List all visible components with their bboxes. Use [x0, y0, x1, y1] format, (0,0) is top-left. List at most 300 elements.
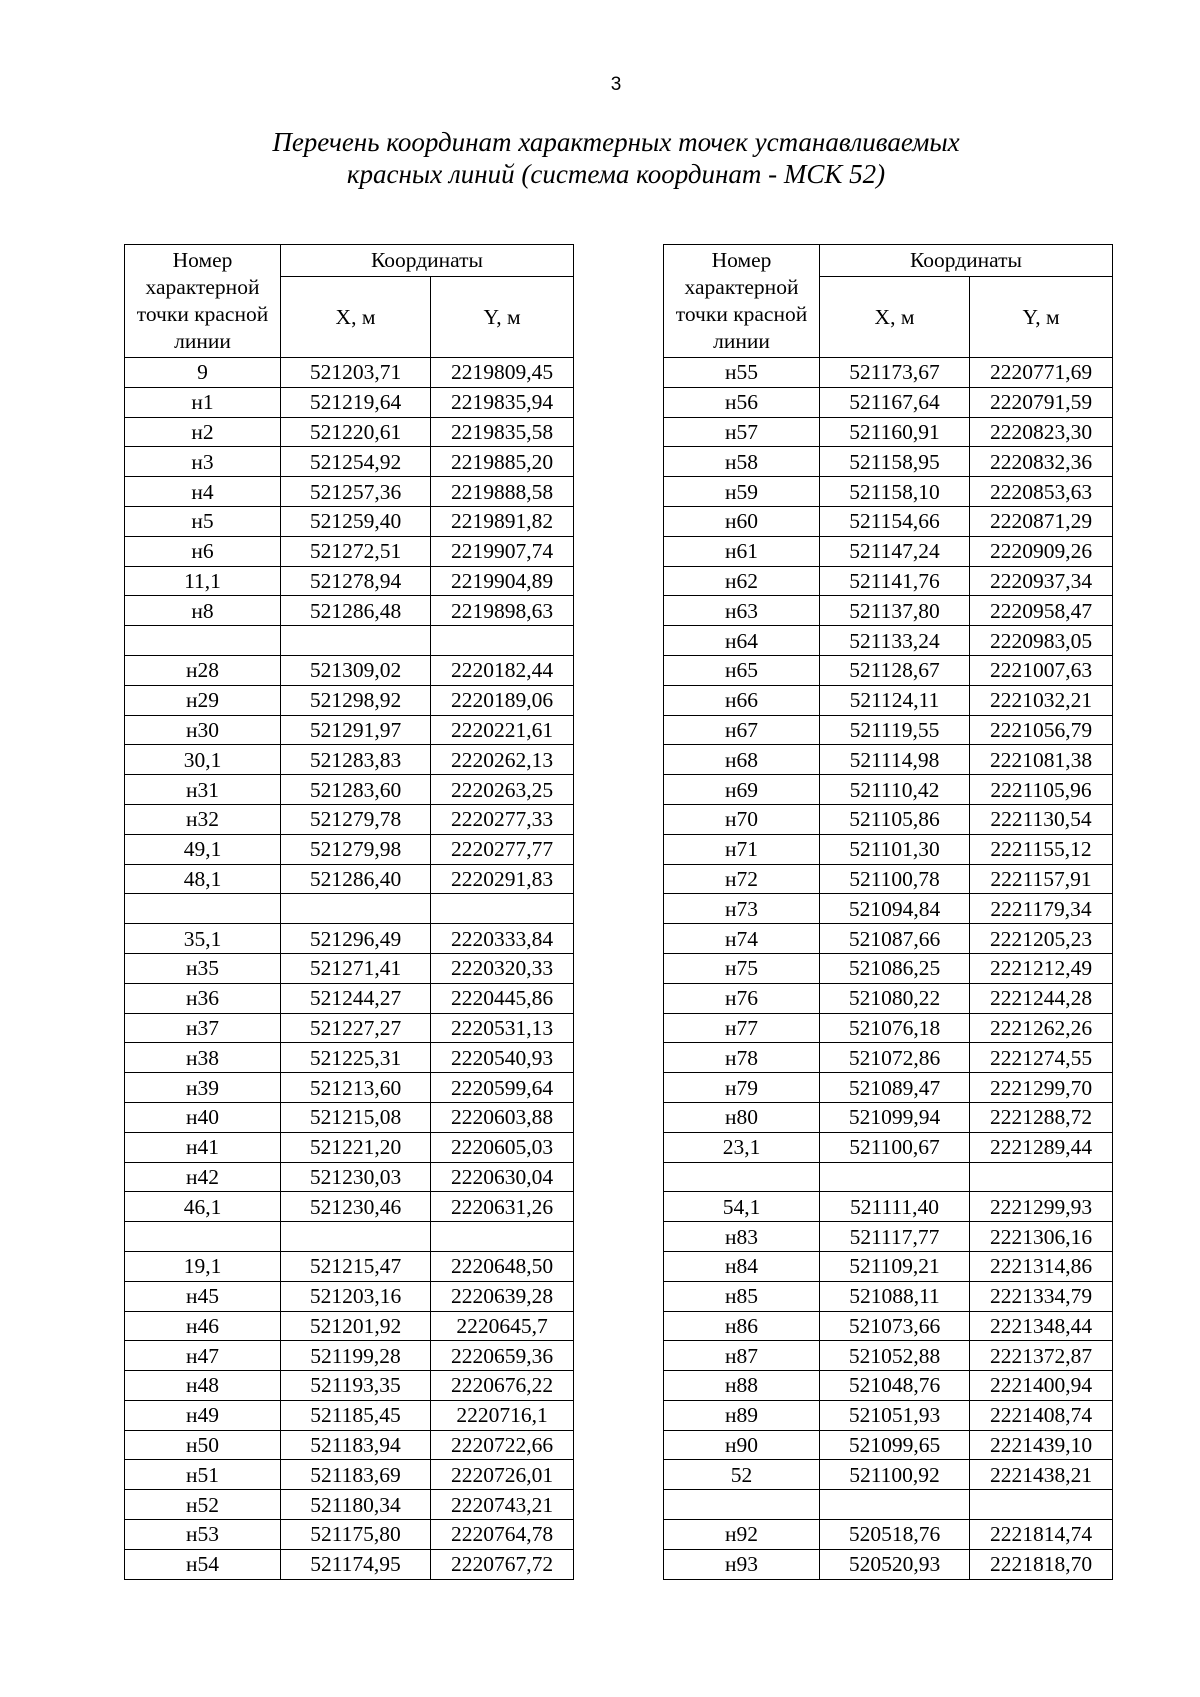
y-coordinate-cell: 2219907,74: [431, 536, 574, 566]
x-coordinate-cell: 521298,92: [281, 685, 431, 715]
point-number-cell: н58: [664, 447, 820, 477]
y-coordinate-cell: 2221299,93: [970, 1192, 1113, 1222]
document-title: [0, 126, 1200, 190]
x-coordinate-cell: 521283,60: [281, 775, 431, 805]
y-coordinate-cell: 2220320,33: [431, 953, 574, 983]
point-number-cell: 49,1: [125, 834, 281, 864]
y-coordinate-cell: 2220771,69: [970, 358, 1113, 388]
x-coordinate-cell: 521225,31: [281, 1043, 431, 1073]
x-coordinate-cell: 521221,20: [281, 1132, 431, 1162]
y-coordinate-cell: 2221334,79: [970, 1281, 1113, 1311]
table-row: [125, 387, 574, 417]
x-coordinate-cell: 521203,71: [281, 358, 431, 388]
table-row: [664, 1281, 1113, 1311]
x-coordinate-cell: 521052,88: [820, 1341, 970, 1371]
table-row: [664, 596, 1113, 626]
point-number-cell: 19,1: [125, 1251, 281, 1281]
point-number-cell: н50: [125, 1430, 281, 1460]
x-coordinate-cell: 521291,97: [281, 715, 431, 745]
x-coordinate-cell: 521048,76: [820, 1371, 970, 1401]
y-coordinate-cell: 2220333,84: [431, 924, 574, 954]
x-coordinate-cell: 521173,67: [820, 358, 970, 388]
point-number-cell: н32: [125, 804, 281, 834]
y-coordinate-cell: 2219835,58: [431, 417, 574, 447]
point-number-cell: н47: [125, 1341, 281, 1371]
point-number-cell: н49: [125, 1400, 281, 1430]
y-coordinate-cell: 2219891,82: [431, 506, 574, 536]
y-coordinate-cell: 2221408,74: [970, 1400, 1113, 1430]
point-number-cell: н88: [664, 1371, 820, 1401]
table-row: [664, 1043, 1113, 1073]
y-coordinate-cell: 2220277,33: [431, 804, 574, 834]
point-number-cell: н80: [664, 1102, 820, 1132]
x-coordinate-cell: [820, 1490, 970, 1520]
x-coordinate-cell: 521114,98: [820, 745, 970, 775]
point-number-cell: н4: [125, 477, 281, 507]
coordinates-table-right: [663, 244, 1113, 1580]
table-row: [125, 417, 574, 447]
y-coordinate-cell: 2221348,44: [970, 1311, 1113, 1341]
x-coordinate-cell: 521100,67: [820, 1132, 970, 1162]
point-number-cell: н70: [664, 804, 820, 834]
x-coordinate-cell: 521259,40: [281, 506, 431, 536]
point-number-cell: н41: [125, 1132, 281, 1162]
point-number-cell: н6: [125, 536, 281, 566]
point-number-cell: н68: [664, 745, 820, 775]
x-coordinate-cell: 521094,84: [820, 894, 970, 924]
point-number-cell: н79: [664, 1073, 820, 1103]
point-number-cell: н61: [664, 536, 820, 566]
point-number-cell: н40: [125, 1102, 281, 1132]
point-number-cell: н31: [125, 775, 281, 805]
y-coordinate-cell: 2219885,20: [431, 447, 574, 477]
y-coordinate-cell: 2220603,88: [431, 1102, 574, 1132]
y-coordinate-cell: 2221205,23: [970, 924, 1113, 954]
x-coordinate-cell: 521283,83: [281, 745, 431, 775]
table-row: [664, 953, 1113, 983]
table-row: [664, 1222, 1113, 1252]
point-number-cell: н86: [664, 1311, 820, 1341]
y-coordinate-cell: 2220605,03: [431, 1132, 574, 1162]
point-number-cell: н77: [664, 1013, 820, 1043]
header-y: Y, м: [431, 277, 574, 358]
table-row: [125, 655, 574, 685]
x-coordinate-cell: 521080,22: [820, 983, 970, 1013]
x-coordinate-cell: 521110,42: [820, 775, 970, 805]
x-coordinate-cell: 521175,80: [281, 1520, 431, 1550]
x-coordinate-cell: 521100,92: [820, 1460, 970, 1490]
table-row: [664, 626, 1113, 656]
y-coordinate-cell: 2220716,1: [431, 1400, 574, 1430]
table-row: [664, 983, 1113, 1013]
table-row: [664, 1490, 1113, 1520]
y-coordinate-cell: 2221007,63: [970, 655, 1113, 685]
point-number-cell: [664, 1162, 820, 1192]
y-coordinate-cell: 2220182,44: [431, 655, 574, 685]
table-row: [664, 1371, 1113, 1401]
point-number-cell: н74: [664, 924, 820, 954]
table-row: [125, 1371, 574, 1401]
y-coordinate-cell: 2221130,54: [970, 804, 1113, 834]
point-number-cell: н76: [664, 983, 820, 1013]
x-coordinate-cell: 521086,25: [820, 953, 970, 983]
y-coordinate-cell: 2221372,87: [970, 1341, 1113, 1371]
header-x: X, м: [820, 277, 970, 358]
point-number-cell: н60: [664, 506, 820, 536]
y-coordinate-cell: 2220540,93: [431, 1043, 574, 1073]
y-coordinate-cell: 2220445,86: [431, 983, 574, 1013]
y-coordinate-cell: 2220645,7: [431, 1311, 574, 1341]
table-row: [125, 1132, 574, 1162]
y-coordinate-cell: 2220262,13: [431, 745, 574, 775]
point-number-cell: н67: [664, 715, 820, 745]
table-row: [664, 1192, 1113, 1222]
y-coordinate-cell: 2221299,70: [970, 1073, 1113, 1103]
y-coordinate-cell: 2221262,26: [970, 1013, 1113, 1043]
x-coordinate-cell: 521089,47: [820, 1073, 970, 1103]
point-number-cell: 9: [125, 358, 281, 388]
x-coordinate-cell: 521309,02: [281, 655, 431, 685]
table-row: [125, 745, 574, 775]
table-row: [664, 775, 1113, 805]
table-row: [125, 924, 574, 954]
y-coordinate-cell: 2220659,36: [431, 1341, 574, 1371]
y-coordinate-cell: 2220853,63: [970, 477, 1113, 507]
table-row: [125, 1341, 574, 1371]
x-coordinate-cell: 521141,76: [820, 566, 970, 596]
y-coordinate-cell: 2221155,12: [970, 834, 1113, 864]
x-coordinate-cell: 521254,92: [281, 447, 431, 477]
x-coordinate-cell: 521296,49: [281, 924, 431, 954]
point-number-cell: н53: [125, 1520, 281, 1550]
x-coordinate-cell: 521201,92: [281, 1311, 431, 1341]
x-coordinate-cell: 521199,28: [281, 1341, 431, 1371]
table-row: [125, 536, 574, 566]
x-coordinate-cell: 521133,24: [820, 626, 970, 656]
x-coordinate-cell: 521158,95: [820, 447, 970, 477]
table-row: [125, 1251, 574, 1281]
point-number-cell: н66: [664, 685, 820, 715]
table-row: [664, 417, 1113, 447]
point-number-cell: н8: [125, 596, 281, 626]
y-coordinate-cell: 2220823,30: [970, 417, 1113, 447]
y-coordinate-cell: 2221274,55: [970, 1043, 1113, 1073]
x-coordinate-cell: 521271,41: [281, 953, 431, 983]
y-coordinate-cell: 2220832,36: [970, 447, 1113, 477]
y-coordinate-cell: [431, 894, 574, 924]
x-coordinate-cell: 521279,78: [281, 804, 431, 834]
point-number-cell: н72: [664, 864, 820, 894]
y-coordinate-cell: [970, 1490, 1113, 1520]
x-coordinate-cell: 521128,67: [820, 655, 970, 685]
point-number-cell: н65: [664, 655, 820, 685]
page-number: 3: [610, 74, 622, 95]
point-number-cell: н73: [664, 894, 820, 924]
point-number-cell: н48: [125, 1371, 281, 1401]
x-coordinate-cell: 521215,47: [281, 1251, 431, 1281]
point-number-cell: [125, 894, 281, 924]
point-number-cell: 48,1: [125, 864, 281, 894]
table-row: [664, 1073, 1113, 1103]
y-coordinate-cell: 2220221,61: [431, 715, 574, 745]
y-coordinate-cell: 2220531,13: [431, 1013, 574, 1043]
y-coordinate-cell: 2220791,59: [970, 387, 1113, 417]
y-coordinate-cell: 2221056,79: [970, 715, 1113, 745]
point-number-cell: н36: [125, 983, 281, 1013]
table-row: [125, 864, 574, 894]
table-row: [125, 358, 574, 388]
table-row: [125, 1043, 574, 1073]
y-coordinate-cell: [431, 626, 574, 656]
y-coordinate-cell: 2220639,28: [431, 1281, 574, 1311]
y-coordinate-cell: 2221157,91: [970, 864, 1113, 894]
x-coordinate-cell: 521230,46: [281, 1192, 431, 1222]
table-row: [664, 745, 1113, 775]
table-row: [125, 506, 574, 536]
y-coordinate-cell: 2221400,94: [970, 1371, 1113, 1401]
y-coordinate-cell: 2220263,25: [431, 775, 574, 805]
table-row: [664, 1460, 1113, 1490]
point-number-cell: н55: [664, 358, 820, 388]
point-number-cell: н75: [664, 953, 820, 983]
x-coordinate-cell: 521119,55: [820, 715, 970, 745]
table-row: [664, 1430, 1113, 1460]
x-coordinate-cell: 521183,69: [281, 1460, 431, 1490]
x-coordinate-cell: 521185,45: [281, 1400, 431, 1430]
table-row: [664, 715, 1113, 745]
table-body: [125, 358, 574, 1580]
table-row: [125, 775, 574, 805]
table-row: [125, 596, 574, 626]
x-coordinate-cell: 521213,60: [281, 1073, 431, 1103]
table-row: [125, 715, 574, 745]
point-number-cell: н54: [125, 1549, 281, 1579]
table-row: [664, 1341, 1113, 1371]
table-row: [664, 536, 1113, 566]
point-number-cell: н45: [125, 1281, 281, 1311]
table-row: [664, 506, 1113, 536]
point-number-cell: 35,1: [125, 924, 281, 954]
y-coordinate-cell: 2221289,44: [970, 1132, 1113, 1162]
point-number-cell: н63: [664, 596, 820, 626]
y-coordinate-cell: 2221814,74: [970, 1520, 1113, 1550]
table-row: [664, 894, 1113, 924]
point-number-cell: [664, 1490, 820, 1520]
table-row: [664, 1013, 1113, 1043]
x-coordinate-cell: 521180,34: [281, 1490, 431, 1520]
x-coordinate-cell: 521076,18: [820, 1013, 970, 1043]
y-coordinate-cell: 2220189,06: [431, 685, 574, 715]
y-coordinate-cell: 2221212,49: [970, 953, 1113, 983]
table-row: [664, 358, 1113, 388]
point-number-cell: н28: [125, 655, 281, 685]
table-row: [125, 1520, 574, 1550]
header-point-number: Номер характерной точки красной линии: [664, 245, 820, 358]
table-row: [664, 566, 1113, 596]
point-number-cell: н3: [125, 447, 281, 477]
table-row: [125, 685, 574, 715]
x-coordinate-cell: 521278,94: [281, 566, 431, 596]
table-row: [664, 834, 1113, 864]
x-coordinate-cell: 521227,27: [281, 1013, 431, 1043]
header-y: Y, м: [970, 277, 1113, 358]
x-coordinate-cell: 521088,11: [820, 1281, 970, 1311]
y-coordinate-cell: [431, 1222, 574, 1252]
table-row: [664, 804, 1113, 834]
point-number-cell: н51: [125, 1460, 281, 1490]
point-number-cell: 54,1: [664, 1192, 820, 1222]
point-number-cell: н78: [664, 1043, 820, 1073]
y-coordinate-cell: 2220767,72: [431, 1549, 574, 1579]
x-coordinate-cell: 521099,94: [820, 1102, 970, 1132]
table-row: [125, 953, 574, 983]
table-row: [664, 447, 1113, 477]
x-coordinate-cell: 521174,95: [281, 1549, 431, 1579]
point-number-cell: н85: [664, 1281, 820, 1311]
x-coordinate-cell: 521257,36: [281, 477, 431, 507]
table-row: [125, 1400, 574, 1430]
y-coordinate-cell: 2220909,26: [970, 536, 1113, 566]
point-number-cell: 52: [664, 1460, 820, 1490]
x-coordinate-cell: 520520,93: [820, 1549, 970, 1579]
table-row: [664, 387, 1113, 417]
table-row: [664, 685, 1113, 715]
y-coordinate-cell: 2221314,86: [970, 1251, 1113, 1281]
y-coordinate-cell: 2220630,04: [431, 1162, 574, 1192]
x-coordinate-cell: 521230,03: [281, 1162, 431, 1192]
y-coordinate-cell: 2220277,77: [431, 834, 574, 864]
point-number-cell: н93: [664, 1549, 820, 1579]
x-coordinate-cell: 521279,98: [281, 834, 431, 864]
x-coordinate-cell: 521183,94: [281, 1430, 431, 1460]
header-coordinates: Координаты: [820, 245, 1113, 277]
x-coordinate-cell: 521160,91: [820, 417, 970, 447]
x-coordinate-cell: 521154,66: [820, 506, 970, 536]
point-number-cell: н2: [125, 417, 281, 447]
x-coordinate-cell: 521286,40: [281, 864, 431, 894]
table-row: [664, 1102, 1113, 1132]
table-row: [664, 655, 1113, 685]
table-row: [125, 983, 574, 1013]
header-coordinates: Координаты: [281, 245, 574, 277]
y-coordinate-cell: 2219888,58: [431, 477, 574, 507]
point-number-cell: н64: [664, 626, 820, 656]
table-row: [664, 1520, 1113, 1550]
table-row: [664, 477, 1113, 507]
x-coordinate-cell: 521137,80: [820, 596, 970, 626]
x-coordinate-cell: 521124,11: [820, 685, 970, 715]
title-line-1: Перечень координат характерных точек устанавливаемых: [272, 127, 960, 157]
y-coordinate-cell: 2221081,38: [970, 745, 1113, 775]
point-number-cell: н35: [125, 953, 281, 983]
table-row: [664, 1549, 1113, 1579]
y-coordinate-cell: 2220937,34: [970, 566, 1113, 596]
table-row: [125, 477, 574, 507]
coordinates-table-left: [124, 244, 574, 1580]
x-coordinate-cell: 521272,51: [281, 536, 431, 566]
y-coordinate-cell: 2220871,29: [970, 506, 1113, 536]
table-row: [125, 1192, 574, 1222]
point-number-cell: н42: [125, 1162, 281, 1192]
table-row: [125, 1311, 574, 1341]
x-coordinate-cell: 521286,48: [281, 596, 431, 626]
y-coordinate-cell: 2221105,96: [970, 775, 1113, 805]
x-coordinate-cell: 521051,93: [820, 1400, 970, 1430]
x-coordinate-cell: 520518,76: [820, 1520, 970, 1550]
x-coordinate-cell: 521215,08: [281, 1102, 431, 1132]
table-row: [125, 1162, 574, 1192]
y-coordinate-cell: 2221306,16: [970, 1222, 1113, 1252]
table-row: [664, 1311, 1113, 1341]
x-coordinate-cell: 521220,61: [281, 417, 431, 447]
y-coordinate-cell: 2220958,47: [970, 596, 1113, 626]
y-coordinate-cell: 2220764,78: [431, 1520, 574, 1550]
table-row: [664, 1251, 1113, 1281]
y-coordinate-cell: 2221818,70: [970, 1549, 1113, 1579]
y-coordinate-cell: 2220743,21: [431, 1490, 574, 1520]
point-number-cell: 30,1: [125, 745, 281, 775]
point-number-cell: н56: [664, 387, 820, 417]
y-coordinate-cell: 2219835,94: [431, 387, 574, 417]
table-row: [125, 1281, 574, 1311]
header-x: X, м: [281, 277, 431, 358]
x-coordinate-cell: 521111,40: [820, 1192, 970, 1222]
point-number-cell: 11,1: [125, 566, 281, 596]
point-number-cell: н38: [125, 1043, 281, 1073]
y-coordinate-cell: 2219898,63: [431, 596, 574, 626]
x-coordinate-cell: 521167,64: [820, 387, 970, 417]
point-number-cell: н84: [664, 1251, 820, 1281]
y-coordinate-cell: [970, 1162, 1113, 1192]
point-number-cell: н90: [664, 1430, 820, 1460]
table-row: [125, 1430, 574, 1460]
x-coordinate-cell: [281, 894, 431, 924]
y-coordinate-cell: 2221288,72: [970, 1102, 1113, 1132]
y-coordinate-cell: 2220648,50: [431, 1251, 574, 1281]
point-number-cell: н5: [125, 506, 281, 536]
x-coordinate-cell: 521072,86: [820, 1043, 970, 1073]
point-number-cell: н69: [664, 775, 820, 805]
x-coordinate-cell: 521073,66: [820, 1311, 970, 1341]
x-coordinate-cell: [281, 626, 431, 656]
x-coordinate-cell: 521219,64: [281, 387, 431, 417]
x-coordinate-cell: 521147,24: [820, 536, 970, 566]
x-coordinate-cell: 521203,16: [281, 1281, 431, 1311]
y-coordinate-cell: 2220983,05: [970, 626, 1113, 656]
point-number-cell: н57: [664, 417, 820, 447]
table-row: [664, 1400, 1113, 1430]
point-number-cell: н37: [125, 1013, 281, 1043]
y-coordinate-cell: 2221244,28: [970, 983, 1113, 1013]
x-coordinate-cell: 521099,65: [820, 1430, 970, 1460]
x-coordinate-cell: 521117,77: [820, 1222, 970, 1252]
point-number-cell: н52: [125, 1490, 281, 1520]
x-coordinate-cell: 521087,66: [820, 924, 970, 954]
point-number-cell: 23,1: [664, 1132, 820, 1162]
y-coordinate-cell: 2220676,22: [431, 1371, 574, 1401]
table-row: [664, 864, 1113, 894]
x-coordinate-cell: 521158,10: [820, 477, 970, 507]
x-coordinate-cell: 521105,86: [820, 804, 970, 834]
title-line-2: красных линий (система координат - МСК 52): [346, 159, 886, 189]
table-row: [125, 1549, 574, 1579]
table-row: [125, 626, 574, 656]
y-coordinate-cell: 2221179,34: [970, 894, 1113, 924]
x-coordinate-cell: 521244,27: [281, 983, 431, 1013]
point-number-cell: н71: [664, 834, 820, 864]
table-row: [125, 566, 574, 596]
table-row: [125, 447, 574, 477]
